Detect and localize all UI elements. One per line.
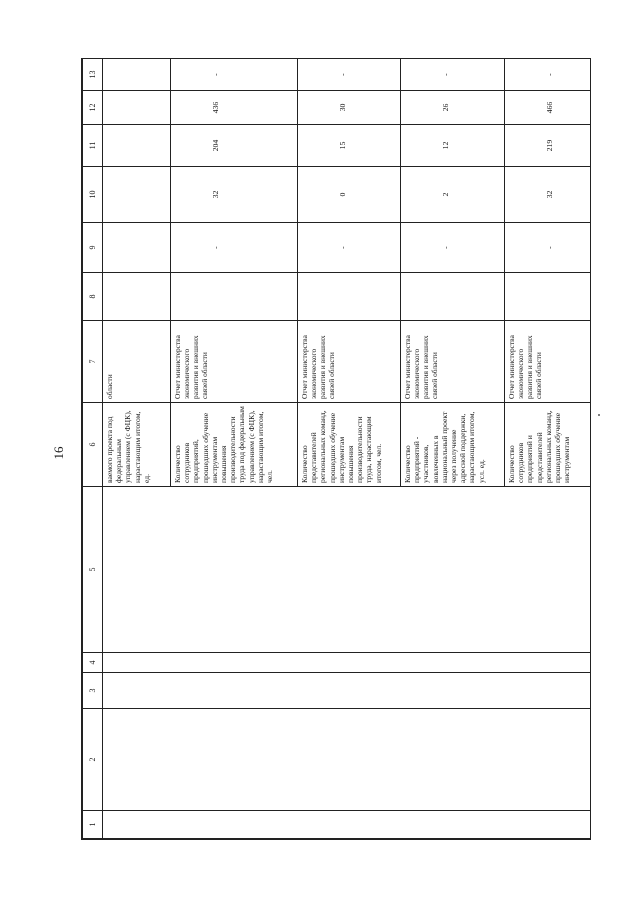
value-cell — [171, 273, 298, 321]
indicator-table-frame — [81, 58, 591, 840]
table-cell — [103, 273, 171, 321]
table-cell — [103, 223, 171, 273]
column-number: 4 — [83, 653, 103, 673]
column-number: 10 — [83, 167, 103, 223]
source-cell: области — [103, 321, 171, 403]
table-cell — [103, 91, 171, 125]
column-number-row — [83, 59, 103, 839]
column-number: 2 — [83, 709, 103, 811]
column-number: 3 — [83, 673, 103, 709]
value-cell: - — [171, 223, 298, 273]
table-cell — [103, 709, 591, 811]
value-cell: 0 — [298, 167, 401, 223]
indicator-cell: ваемого проекта под федеральным управлением (с ФЦК), нарастающим итогом, ед. — [103, 403, 171, 487]
rotated-sheet — [82, 59, 590, 839]
value-cell: - — [505, 223, 591, 273]
value-cell: 15 — [298, 125, 401, 167]
value-cell: - — [401, 223, 505, 273]
column-number: 11 — [83, 125, 103, 167]
column-number: 7 — [83, 321, 103, 403]
table-cell — [103, 487, 591, 653]
indicator-table — [82, 58, 591, 839]
table-cell — [103, 653, 591, 673]
indicator-cell: Количество представителей региональных команд, прошедших обучение инструментам повышения производительности труда, нарастающим итогом, чел. — [298, 403, 401, 487]
value-cell: 204 — [171, 125, 298, 167]
indicator-cell: Количество предприятий - участников, вовлеченных в национальный проект через получение адресной поддержки, нарастающим итогом, усл. ед. — [401, 403, 505, 487]
source-cell: Отчет министерства экономического развития и внешних связей области — [401, 321, 505, 403]
value-cell: 32 — [171, 167, 298, 223]
value-cell: 436 — [171, 91, 298, 125]
table-cell — [103, 59, 171, 91]
column-number: 8 — [83, 273, 103, 321]
value-cell: 30 — [298, 91, 401, 125]
value-cell: - — [298, 223, 401, 273]
column-number: 12 — [83, 91, 103, 125]
source-cell: Отчет министерства экономического развития и внешних связей области — [171, 321, 298, 403]
value-cell — [298, 273, 401, 321]
column-number: 5 — [83, 487, 103, 653]
indicator-cell: Количество сотрудников предприятий и представителей региональных команд, прошедших обучение инструментам — [505, 403, 591, 487]
value-cell: - — [298, 59, 401, 91]
value-cell: 219 — [505, 125, 591, 167]
value-cell — [505, 273, 591, 321]
scan-dot — [598, 414, 600, 416]
page-number: 16 — [51, 446, 66, 460]
value-cell: - — [171, 59, 298, 91]
value-cell — [401, 273, 505, 321]
column-number: 6 — [83, 403, 103, 487]
value-cell: 26 — [401, 91, 505, 125]
source-cell: Отчет министерства экономического развития и внешних связей области — [298, 321, 401, 403]
column-number: 1 — [83, 811, 103, 839]
table-cell — [103, 167, 171, 223]
table-cell — [103, 125, 171, 167]
value-cell: 32 — [505, 167, 591, 223]
table-cell — [103, 673, 591, 709]
table-cell — [103, 811, 591, 839]
value-cell: 466 — [505, 91, 591, 125]
indicator-cell: Количество сотрудников предприятий, прошедших обучение инструментам повышения производительности труда под федеральным управлением (с ФЦК), нарастающим итогом, чел. — [171, 403, 298, 487]
table-row-continuation — [103, 59, 171, 839]
value-cell: - — [401, 59, 505, 91]
value-cell: 12 — [401, 125, 505, 167]
value-cell: 2 — [401, 167, 505, 223]
column-number: 13 — [83, 59, 103, 91]
source-cell: Отчет министерства экономического развития и внешних связей области — [505, 321, 591, 403]
column-number: 9 — [83, 223, 103, 273]
value-cell: - — [505, 59, 591, 91]
